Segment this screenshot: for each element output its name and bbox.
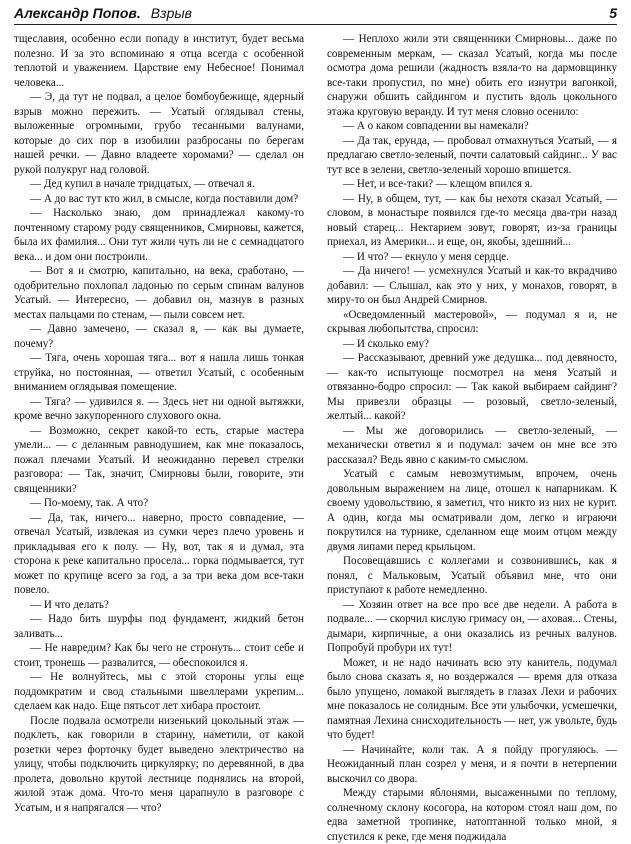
paragraph: — Тяга? — удивился я. — Здесь нет ни одной вытяжки, кроме вечно закупоренного слухового окна. — [14, 395, 304, 422]
paragraph: Может, и не надо начинать всю эту канитель, подумал было снова сказать я, но воздержался — время для отказа было упущено, ломакой выглядеть в глазах Лехи и рабочих мне показалось не солидным. Все эти улыбочки, усмешечки, памятная Лехина снисходительность — нет, уж увольте, будь что будет! — [327, 656, 617, 741]
paragraph: — Не волнуйтесь, мы с этой стороны углы еще поддомкратим и свод стальными швеллерами укрепим... сделаем как надо. Еще пятьсот лет хибара простоит. — [14, 671, 304, 712]
paragraph: — Насколько знаю, дом принадлежал какому-то почтенному старому роду священников, Смирновы, кажется, была их фамилия... Они тут жили чуть ли не с семнадцатого века... и дом они построили. — [14, 207, 304, 263]
right-column — [327, 32, 617, 844]
paragraph: — Да ничего! — усмехнулся Усатый и как-то вкрадчиво добавил: — Слышал, как это у них, у монахов, говорят, в миру-то он был Андрей Смирнов. — [327, 265, 617, 306]
page-number: 5 — [609, 5, 617, 21]
paragraph: — А до вас тут кто жил, в смысле, когда поставили дом? — [30, 192, 299, 205]
book-title: Взрыв — [150, 5, 192, 21]
paragraph: — Ну, в общем, тут, — как бы нехотя сказал Усатый, — словом, в монастыре появился где-то месяца два-три назад новый старец... Нектарием зовут, говорят, из-за границы приехал, из Америки... и еще, он, якобы, здешний... — [327, 192, 617, 248]
paragraph: — Мы же договорились — светло-зеленый, — механически ответил я и подумал: зачем он мне все это рассказал? Ведь явно с каким-то смыслом. — [327, 424, 617, 466]
paragraph: тщеславия, особенно если попаду в институт, будет весьма полезно. И за это вспоминаю я отца всегда с особенной теплотой и уважением. Царствие ему Небесное! Понимал человека... — [14, 33, 304, 89]
author-name: Александр Попов. — [14, 5, 141, 21]
running-head — [14, 5, 192, 21]
paragraph: — Начинайте, коли так. А я пойду прогуляюсь. — Неожиданный план созрел у меня, и я почти в нетерпении выскочил со двора. — [327, 743, 617, 785]
paragraph: — Вот я и смотрю, капитально, на века, сработано, — одобрительно похлопал ладонью по серым спинам валунов Усатый. — Интересно, — добавил он, мазнув в разных местах пальцами по стенам, — пыли совсем нет. — [14, 265, 304, 321]
paragraph: — Нет, и все-таки? — клещом впился я. — [343, 178, 533, 190]
paragraph: — Возможно, секрет какой-то есть, старые мастера умели... — с деланным равнодушием, как мне показалось, пожал плечами Усатый. И неожиданно перевел стрелки разговора: — Так, значит, Смирновы были, говорите, эти священники? — [14, 424, 304, 495]
paragraph: — Надо бить шурфы под фундамент, жидкий бетон заливать... — [14, 613, 304, 640]
paragraph: «Осведомленный мастеровой», — подумал я и, не скрывая любопытства, спросил: — [327, 308, 617, 335]
paragraph: — Рассказывают, древний уже дедушка... под девяносто, — как-то испытующе посмотрел на меня Усатый и отвязанно-бодро спросил: — Так какой выбираем сайдинг? Мы привезли образцы — розовый, светло-зеленый, желтый... какой? — [327, 352, 617, 422]
paragraph: — Тяга, очень хорошая тяга... вот я нашла лишь тонкая струйка, но постоянная, — ответил Усатый, с особенным вниманием оглядывая помещение. — [14, 352, 304, 393]
paragraph: — Хозяин ответ на все про все две недели. А работа в подвале... — скорчил кислую гримасу он, — аховая... Стены, дымари, кирпичные, а они оказались из речных валунов. Попробуй пробури их тут! — [327, 598, 617, 654]
paragraph: — Да, так, ничего... наверно, просто совпадение, — отвечал Усатый, извлекая из сумки через плечо уровень и прикладывая его к полу. — Ну, вот, так я и думал, эта сторона к реке капитально просела... горка подмывается, тут может по крупице всего за год, а за три века дом все-таки повело. — [14, 511, 304, 596]
paragraph: — Э, да тут не подвал, а целое бомбоубежище, ядерный взрыв можно пережить. — Усатый оглядывал стены, выложенные огромными, грубо тесанными валунами, которые до сих пор в изобилии разбросаны по берегам нашей речки. — Давно владеете хоромами? — сделал он рукой полукруг над головой. — [14, 91, 304, 176]
paragraph: — По-моему, так. А что? — [30, 497, 149, 509]
page-header — [14, 4, 617, 25]
left-column — [14, 32, 304, 815]
paragraph: — И что? — екнуло у меня сердце. — [343, 250, 509, 263]
paragraph: Между старыми яблонями, высаженными по теплому, солнечному склону косогора, на котором стоял наш дом, по едва заметной тропинке, натоптанной только мной, я спустился к реке, где меня поджидала — [327, 787, 617, 843]
paragraph: После подвала осмотрели низенький цокольный этаж — подклеть, как говорили в старину, наметили, от какой розетки через форточку будет выведено электричество на улицу, чтобы подключить циркулярку; по деревянной, в два пролета, довольно крутой лестнице поднялись на второй, жилой этаж дома. Что-то меня царапнуло в разговоре с Усатым, и я напрягался — что? — [14, 714, 304, 814]
paragraph: Посовещавшись с коллегами и созвонившись, как я понял, с Мальковым, Усатый объявил мне, что они приступают к работе немедленно. — [327, 555, 617, 596]
paragraph: Усатый с самым невозмутимым, впрочем, очень довольным выражением на лице, отошел к напарникам. К своему удовольствию, я заметил, что никто из них не курит. А один, когда мы осматривали дом, легко и играючи покрутился на турнике, сделанном еще моим отцом между двумя липами перед крыльцом. — [327, 468, 617, 553]
paragraph: — Да так, ерунда, — пробовал отмахнуться Усатый, — я предлагаю светло-зеленый, почти салатовый сайдинг... У вас тут все в зелени, светло-зеленый хорошо впишется. — [327, 134, 617, 176]
paragraph: — Давно замечено, — сказал я, — как вы думаете, почему? — [14, 323, 304, 350]
paragraph: — Дед купил в начале тридцатых, — отвечал я. — [30, 178, 255, 190]
paragraph: — И что делать? — [30, 598, 109, 611]
paragraph: — А о каком совпадении вы намекали? — [343, 120, 529, 132]
paragraph: — И сколько ему? — [343, 337, 429, 350]
paragraph: — Не навредим? Как бы чего не стронуть... стоит себе и стоит, тронешь — развалится, — обеспокоился я. — [14, 642, 304, 669]
paragraph: — Неплохо жили эти священники Смирновы... даже по современным меркам, — сказал Усатый, когда мы после осмотра дома решили (жадность взяла-то на дармовщинку все-таки пропустил, по мне) обить его изнутри вагонкой, снаружи обшить сайдингом и пустить вдоль цокольного этажа круговую веранду. И тут меня словно осенило: — [327, 33, 617, 118]
